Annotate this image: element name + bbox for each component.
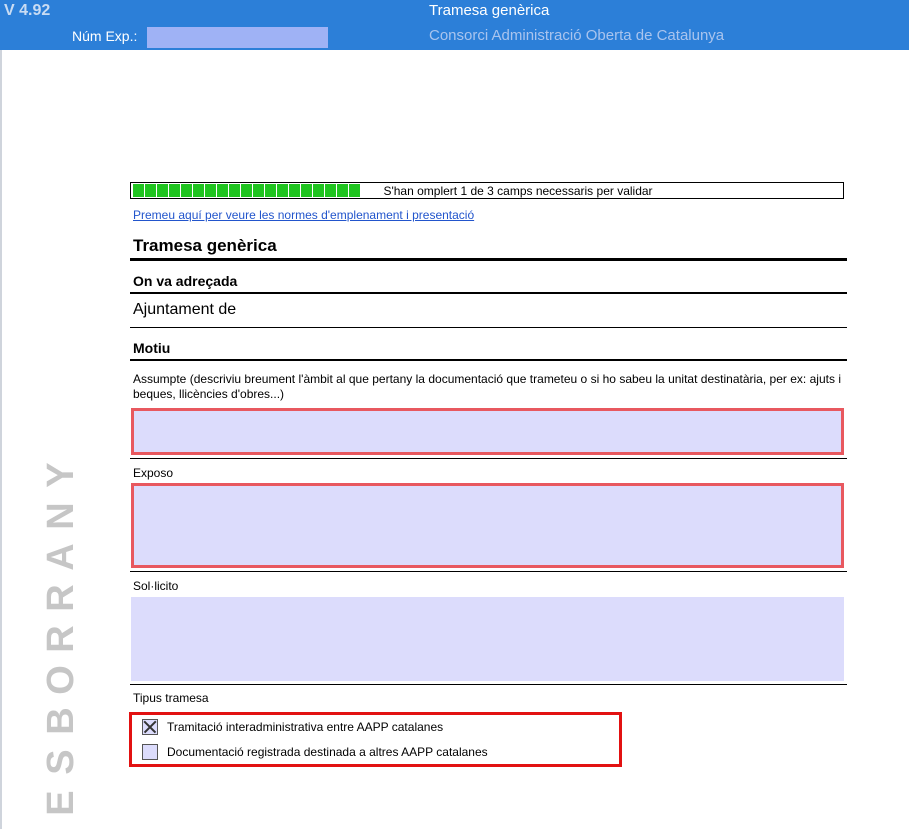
header-bar <box>0 0 909 50</box>
watermark-letter: R <box>40 584 82 612</box>
section-destination-heading: On va adreçada <box>133 273 238 289</box>
version-label: V 4.92 <box>4 2 51 19</box>
watermark-letter: A <box>40 543 82 571</box>
page-border <box>0 50 2 829</box>
help-link[interactable]: Premeu aquí per veure les normes d'emplenament i presentació <box>133 208 475 222</box>
divider <box>130 258 847 261</box>
exp-number-field[interactable] <box>147 27 328 48</box>
option-registrada[interactable] <box>142 744 488 760</box>
watermark-letter: O <box>40 665 82 695</box>
watermark-letter: S <box>40 749 82 775</box>
watermark-letter: Y <box>40 462 82 488</box>
assumpte-field[interactable] <box>131 408 844 455</box>
divider <box>130 684 847 685</box>
checkbox-unchecked[interactable] <box>142 744 158 760</box>
assumpte-label: Assumpte (descriviu breument l'àmbit al que pertany la documentació que trameteu o si ho sabeu la unitat destinatària, per ex: ajuts i beques, llicències d'obres...) <box>133 372 841 401</box>
validation-progress <box>130 182 844 199</box>
option-label: Tramitació interadministrativa entre AAPP catalanes <box>167 720 444 734</box>
destination-field[interactable]: Ajuntament de <box>133 301 237 318</box>
progress-text: S'han omplert 1 de 3 camps necessaris per validar <box>383 184 653 198</box>
divider <box>130 292 847 294</box>
divider <box>130 359 847 361</box>
option-interadministrativa[interactable] <box>142 719 443 735</box>
tipus-tramesa-label: Tipus tramesa <box>133 691 209 705</box>
exposo-label: Exposo <box>133 466 174 480</box>
watermark-letter: E <box>40 790 82 816</box>
form-heading: Tramesa genèrica <box>133 236 277 255</box>
exp-number-label: Núm Exp.: <box>72 28 138 44</box>
option-label: Documentació registrada destinada a altres AAPP catalanes <box>167 745 488 759</box>
solicito-field[interactable] <box>131 597 844 681</box>
watermark-letter: R <box>40 625 82 653</box>
watermark-letter: B <box>40 707 82 735</box>
form-title: Tramesa genèrica <box>429 2 550 19</box>
divider <box>130 327 847 328</box>
checkbox-checked[interactable] <box>142 719 158 735</box>
tipus-tramesa-group <box>129 712 622 767</box>
divider <box>130 458 847 459</box>
section-motiu-heading: Motiu <box>133 340 171 356</box>
watermark-letter: N <box>40 502 82 530</box>
organization-name: Consorci Administració Oberta de Catalunya <box>429 27 725 44</box>
divider <box>130 571 847 572</box>
exposo-field[interactable] <box>131 483 844 568</box>
draft-watermark <box>38 440 84 825</box>
solicito-label: Sol·licito <box>133 579 179 593</box>
